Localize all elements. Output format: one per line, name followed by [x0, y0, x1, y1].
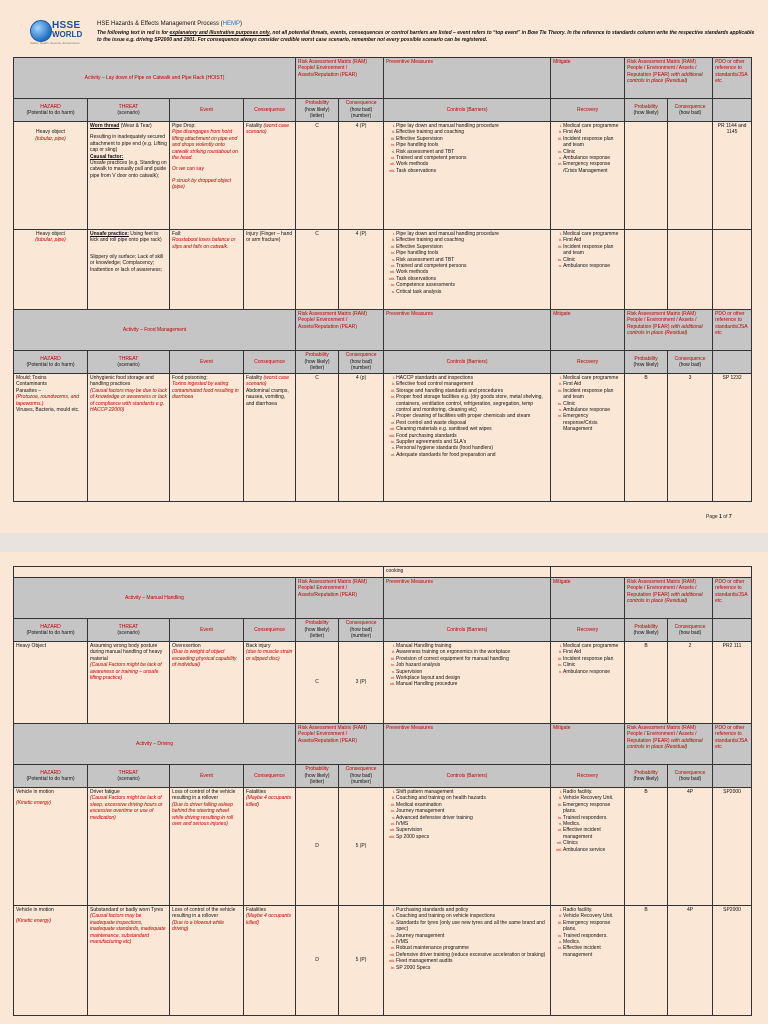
activity-title-food: Activity – Food Management: [14, 310, 296, 351]
pdo-header: PDO or other reference to standards/JSA etc: [713, 724, 752, 765]
col-hazard: HAZARD (Potential to do harm): [14, 99, 88, 122]
mitigate-header: Mitigate: [551, 724, 625, 765]
page-number: Page 1 of 7: [706, 514, 732, 520]
list-item: v. Ambulance response: [563, 669, 622, 675]
column-header-row: [14, 619, 752, 642]
recovery-cell: [551, 230, 625, 310]
col-consequence: Consequence: [244, 351, 296, 374]
list-item: ii. Awareness training on ergonomics in the workplace: [396, 649, 548, 655]
consequence-rating-cell: 4 (p): [339, 374, 384, 502]
list-item: v. Medics.: [563, 821, 622, 827]
table-row: [14, 642, 752, 724]
col-pdo: [713, 351, 752, 374]
list-item: iii. Incident response plan and team: [563, 136, 622, 149]
controls-cell: [384, 788, 551, 906]
list-item: iv. Proper food storage facilities e.g. (dry goods store, metal shelving, containers, ventilation control, refrigeration, segregation, temp control and monitoring, cleaning etc): [396, 394, 548, 413]
list-item: iii. Incident response plan: [563, 656, 622, 662]
col-recovery: Recovery: [551, 99, 625, 122]
list-item: ii. Vehicle Recovery Unit.: [563, 795, 622, 801]
risk-register-table-page1: [13, 57, 752, 502]
col-probability: Probability (how likely) (letter): [296, 619, 339, 642]
table-row: [14, 230, 752, 310]
recovery-cell: [551, 906, 625, 1016]
list-item: iv. Job hazard analysis: [396, 662, 548, 668]
mitigate-header: Mitigate: [551, 578, 625, 619]
hemp-link[interactable]: HEMP: [222, 21, 240, 27]
preventive-header: Preventive Measures: [384, 310, 551, 351]
preventive-header: Preventive Measures: [384, 58, 551, 99]
pdo-header: PDO or other reference to standards/JSA etc: [713, 578, 752, 619]
list-item: vi. Trained and competent persons: [396, 155, 548, 161]
list-item: v. Proper cleaning of facilities with proper chemicals and steam: [396, 413, 548, 419]
col-consequence-num: Consequence (how bad) (number): [339, 351, 384, 374]
list-item: iii. Provision of correct equipment for manual handling: [396, 656, 548, 662]
list-item: v. Ambulance response: [563, 263, 622, 269]
threat-cell: Worn thread (Wear & Tear) Resulting in inadequately secured attachment to pipe end (e.g. Lifting cap or sling) Causal factor: Unsafe practices (e.g. Standing on catwalk to manually pull and guide pipe from V door onto catwalk);: [88, 122, 170, 230]
col-consequence-num: Consequence (how bad) (number): [339, 619, 384, 642]
hazard-cell: Vehicle in motion (Kinetic energy): [14, 906, 88, 1016]
list-item: v. Supervision: [396, 669, 548, 675]
consequence-cell: Fatalities (Maybe 4 occupants killed): [244, 906, 296, 1016]
list-item: v. Risk assessment and TBT: [396, 149, 548, 155]
consequence-cell: Injury (Finger – hand or arm fracture): [244, 230, 296, 310]
col-hazard: HAZARD (Potential to do harm): [14, 619, 88, 642]
list-item: iv. Pipe handling tools: [396, 142, 548, 148]
list-item: ii. Effective food control management: [396, 381, 548, 387]
col-pdo: [713, 99, 752, 122]
document-page-2: [0, 552, 768, 1024]
col-res-probability: Probability (how likely): [625, 351, 668, 374]
col-consequence: Consequence: [244, 619, 296, 642]
col-controls: Controls (Barriers): [384, 619, 551, 642]
col-res-probability: Probability (how likely): [625, 765, 668, 788]
list-item: xi. Adequate standards for food preparation and: [396, 452, 548, 458]
pdo-cell: [713, 230, 752, 310]
mitigate-header: Mitigate: [551, 58, 625, 99]
res-consequence-cell: [668, 230, 713, 310]
logo-text-world: WORLD: [52, 30, 83, 39]
list-item: iii. Incident response plan and team: [563, 244, 622, 257]
list-item: ii. Effective training and coaching: [396, 129, 548, 135]
hsse-world-logo: [30, 20, 83, 45]
list-item: ii. Coaching and training on health hazards: [396, 795, 548, 801]
hazard-cell: Heavy object (tubular, pipe): [14, 230, 88, 310]
ram-header: Risk Assessment Matrix (RAM) People/ Environment / Assets/Reputation (PEAR): [296, 578, 384, 619]
list-item: iii. Effective Supervision: [396, 244, 548, 250]
list-item: iv. Pipe handling tools: [396, 250, 548, 256]
list-item: iv. Clinic: [563, 401, 622, 407]
list-item: vii. Defensive driver training (reduce excessive acceleration or braking): [396, 952, 548, 958]
list-item: ii. First Aid: [563, 237, 622, 243]
col-controls: Controls (Barriers): [384, 99, 551, 122]
list-item: vi. Emergency response /Crisis Management: [563, 161, 622, 174]
list-item: vii. Manual Handling procedure: [396, 681, 548, 687]
col-res-consequence: Consequence (how bad): [668, 619, 713, 642]
list-item: i. Pipe lay down and manual handling procedure: [396, 231, 548, 237]
controls-cell: [384, 642, 551, 724]
recovery-cell: [551, 788, 625, 906]
column-header-row: [14, 351, 752, 374]
list-item: iv. Clinic: [563, 257, 622, 263]
probability-cell: D: [296, 906, 339, 1016]
list-item: i. HACCP standards and inspections: [396, 375, 548, 381]
list-item: v. Ambulance response: [563, 155, 622, 161]
res-consequence-cell: 3: [668, 374, 713, 502]
list-item: ii. First Aid: [563, 129, 622, 135]
res-probability-cell: B: [625, 906, 668, 1016]
list-item: vii. Clinics: [563, 840, 622, 846]
table-row: [14, 374, 752, 502]
col-consequence-num: Consequence (how bad) (number): [339, 765, 384, 788]
event-cell: Fall: Roustabout loses balance or slips and falls on catwalk.: [170, 230, 244, 310]
res-probability-cell: [625, 230, 668, 310]
list-item: i. Medical care programme: [563, 231, 622, 237]
event-cell: Food poisoning: Toxins ingested by eating contaminated food resulting in diarrhoea: [170, 374, 244, 502]
list-item: vi. Workplace layout and design: [396, 675, 548, 681]
list-item: viii. Task observations: [396, 168, 548, 174]
col-recovery: Recovery: [551, 351, 625, 374]
controls-cell: [384, 122, 551, 230]
recovery-cell: [551, 374, 625, 502]
list-item: v. Advanced defensive driver training: [396, 815, 548, 821]
res-probability-cell: B: [625, 374, 668, 502]
list-item: i. Shift pattern management: [396, 789, 548, 795]
col-res-consequence: Consequence (how bad): [668, 765, 713, 788]
probability-cell: C: [296, 374, 339, 502]
list-item: i. Radio facility.: [563, 907, 622, 913]
col-controls: Controls (Barriers): [384, 765, 551, 788]
col-probability: Probability (how likely) (letter): [296, 99, 339, 122]
preventive-header: Preventive Measures: [384, 724, 551, 765]
list-item: iv. Journey management: [396, 933, 548, 939]
col-res-consequence: Consequence (how bad): [668, 99, 713, 122]
list-item: iii. Emergency response plans.: [563, 802, 622, 815]
list-item: viii. Ambulance service: [563, 847, 622, 853]
pdo-cell: SP2000: [713, 906, 752, 1016]
pdo-header: PDO or other reference to standards/JSA etc: [713, 58, 752, 99]
ram-residual-header: Risk Assessment Matrix (RAM) People / Environment / Assets / Reputation (PEAR) with additional controls in place (Residual): [625, 724, 713, 765]
consequence-cell: Fatality (worst case scenario) Abdominal cramps, nausea, vomiting, and diarrhoea: [244, 374, 296, 502]
consequence-cell: Back injury (due to muscle strain or slipped disc): [244, 642, 296, 724]
activity-title-manual-handling: Activity – Manual Handling: [14, 578, 296, 619]
list-item: i. Manual Handling training: [396, 643, 548, 649]
event-cell: Pipe Drop: Pipe disengages from hoist lifting attachment on pipe end and drops violently onto catwalk striking roustabout on the head. Or we can say P struck by dropped object (pipe): [170, 122, 244, 230]
list-item: v. Ambulance response: [563, 407, 622, 413]
col-pdo: [713, 765, 752, 788]
consequence-rating-cell: 4 (P): [339, 230, 384, 310]
hazard-cell: Vehicle in motion (Kinetic energy): [14, 788, 88, 906]
col-hazard: HAZARD (Potential to do harm): [14, 765, 88, 788]
list-item: iii. Emergency response plans.: [563, 920, 622, 933]
list-item: x. Personal hygiene standards (food handlers): [396, 445, 548, 451]
table-row: [14, 122, 752, 230]
ram-header: Risk Assessment Matrix (RAM) People/ Environment / Assets/Reputation (PEAR): [296, 58, 384, 99]
list-item: ii. Vehicle Recovery Unit.: [563, 913, 622, 919]
page-header: [0, 0, 768, 55]
list-item: iii. Effective Supervision: [396, 136, 548, 142]
list-item: vii. Supervision: [396, 827, 548, 833]
col-hazard: HAZARD (Potential to do harm): [14, 351, 88, 374]
controls-cell: [384, 374, 551, 502]
pdo-cell: SP2000: [713, 788, 752, 906]
list-item: i. Medical care programme: [563, 123, 622, 129]
list-item: vii. Work methods: [396, 269, 548, 275]
col-event: Event: [170, 99, 244, 122]
list-item: i. Medical care programme: [563, 643, 622, 649]
list-item: i. Radio facility.: [563, 789, 622, 795]
consequence-rating-cell: 4 (P): [339, 122, 384, 230]
activity-header-row: [14, 578, 752, 619]
list-item: iv. Clinic: [563, 662, 622, 668]
list-item: vi. Robust maintenance programme: [396, 945, 548, 951]
risk-register-table-page2: [13, 566, 752, 1016]
list-item: ii. First Aid: [563, 381, 622, 387]
list-item: iv. Clinic: [563, 149, 622, 155]
list-item: vii. Work methods: [396, 161, 548, 167]
res-probability-cell: B: [625, 642, 668, 724]
consequence-rating-cell: 5 (P): [339, 906, 384, 1016]
logo-text-hsse: HSSE: [52, 20, 81, 31]
list-item: i. Pipe lay down and manual handling procedure: [396, 123, 548, 129]
list-item: iv. Journey management: [396, 808, 548, 814]
probability-cell: C: [296, 230, 339, 310]
document-title: HSE Hazards & Effects Management Process (HEMP): [97, 21, 242, 27]
list-item: ix. Supplier agreements and SLA's: [396, 439, 548, 445]
list-item: iv. Trained responders.: [563, 815, 622, 821]
pdo-cell: SP 1232: [713, 374, 752, 502]
pdo-header: PDO or other reference to standards/JSA etc: [713, 310, 752, 351]
list-item: vi. Pest control and waste disposal: [396, 420, 548, 426]
list-item: ii. Coaching and training on vehicle inspections: [396, 913, 548, 919]
list-item: iv. Trained responders.: [563, 933, 622, 939]
res-consequence-cell: [668, 122, 713, 230]
preventive-header: Preventive Measures: [384, 578, 551, 619]
continuation-row: [14, 567, 752, 578]
explanatory-note: The following text in red is for explanatory and illustrative purposes only, not all potential threats, events, consequences or control barriers are listed – event refers to “top event” in Bow Tie Theory. In the reference to standards column write the respective standards applicable to the issue e.g. driving SP2000 and 2001. For consequence always consider credible worst case scenario, remember not every possible scenario can be registered.: [97, 30, 755, 43]
list-item: iii. Storage and handling standards and procedures: [396, 388, 548, 394]
list-item: v. IVMS: [396, 939, 548, 945]
probability-cell: C: [296, 122, 339, 230]
col-probability: Probability (how likely) (letter): [296, 765, 339, 788]
col-threat: THREAT (scenario): [88, 351, 170, 374]
recovery-cell: [551, 122, 625, 230]
ram-residual-header: Risk Assessment Matrix (RAM) People / Environment / Assets / Reputation (PEAR) with additional controls in place (Residual): [625, 58, 713, 99]
ram-header: Risk Assessment Matrix (RAM) People/ Environment / Assets/Reputation (PEAR): [296, 724, 384, 765]
list-item: iii. Incident response plan and team: [563, 388, 622, 401]
list-item: i. Purchasing standards and policy: [396, 907, 548, 913]
res-probability-cell: [625, 122, 668, 230]
threat-cell: Substandard or badly worn Tyres (Causal factors may be inadequate inspections, inadequate standards, inadequate maintenance, substandard manufacturing etc): [88, 906, 170, 1016]
consequence-rating-cell: 5 (P): [339, 788, 384, 906]
col-consequence: Consequence: [244, 99, 296, 122]
list-item: vi. Effective incident management: [563, 827, 622, 840]
list-item: iii. Medical examination: [396, 802, 548, 808]
pdo-cell: PR 1144 and 1145: [713, 122, 752, 230]
res-consequence-cell: 4P: [668, 788, 713, 906]
col-res-probability: Probability (how likely): [625, 619, 668, 642]
activity-header-row: [14, 58, 752, 99]
activity-title-hoist: Activity – Lay down of Pipe on Catwalk and Pipe Rack (HOIST): [14, 58, 296, 99]
col-recovery: Recovery: [551, 619, 625, 642]
col-threat: THREAT (scenario): [88, 765, 170, 788]
ram-header: Risk Assessment Matrix (RAM) People/ Environment / Assets/Reputation (PEAR): [296, 310, 384, 351]
globe-icon: [30, 20, 52, 42]
list-item: viii. Task observations: [396, 276, 548, 282]
consequence-cell: Fatalities (Maybe 4 occupants killed): [244, 788, 296, 906]
activity-header-row: [14, 310, 752, 351]
col-pdo: [713, 619, 752, 642]
event-cell: Overexertion (Due to weight of object exceeding physical capability of individual): [170, 642, 244, 724]
list-item: vi. Effective incident management: [563, 945, 622, 958]
list-item: ii. Effective training and coaching: [396, 237, 548, 243]
list-item: vii. Cleaning materials e.g. sanitised wet wipes: [396, 426, 548, 432]
event-cell: Loss of control of the vehicle resulting in a rollover (Due to driver falling asleep behind the steering wheel while driving resulting in roll over and serious injuries): [170, 788, 244, 906]
col-event: Event: [170, 351, 244, 374]
list-item: i. Medical care programme: [563, 375, 622, 381]
logo-tagline: Safety. Health. Security. Environment: [30, 41, 80, 45]
list-item: vi. Trained and competent persons: [396, 263, 548, 269]
list-item: x. Critical task analysis: [396, 289, 548, 295]
threat-cell: Unsafe practice: Using feet to kick and roll pipe onto pipe rack) Slippery oily surface; Lack of skill or knowledge; Complacency; Inattention or lack of awareness;: [88, 230, 170, 310]
recovery-cell: [551, 642, 625, 724]
mitigate-header: Mitigate: [551, 310, 625, 351]
column-header-row: [14, 765, 752, 788]
consequence-rating-cell: 3 (P): [339, 642, 384, 724]
cooking-cell: cooking: [384, 567, 551, 578]
hazard-cell: Heavy object (tubular, pipe): [14, 122, 88, 230]
probability-cell: D: [296, 788, 339, 906]
res-consequence-cell: 4P: [668, 906, 713, 1016]
col-event: Event: [170, 765, 244, 788]
consequence-cell: Fatality (worst case scenario): [244, 122, 296, 230]
list-item: ix. SP 2000 Specs: [396, 965, 548, 971]
col-res-probability: Probability (how likely): [625, 99, 668, 122]
ram-residual-header: Risk Assessment Matrix (RAM) People / Environment / Assets / Reputation (PEAR) with additional controls in place (Residual): [625, 310, 713, 351]
col-threat: THREAT (scenario): [88, 99, 170, 122]
res-probability-cell: B: [625, 788, 668, 906]
res-consequence-cell: 2: [668, 642, 713, 724]
list-item: vi. Emergency response/Crisis Management: [563, 413, 622, 432]
controls-cell: [384, 230, 551, 310]
pdo-cell: PR2 111: [713, 642, 752, 724]
col-probability: Probability (how likely) (letter): [296, 351, 339, 374]
list-item: iii. Standards for tyres (only use new tyres and all the same brand and spec): [396, 920, 548, 933]
threat-cell: Driver fatigue (Causal Factors might be lack of sleep, excessive driving hours or excessive overtime or use of medication): [88, 788, 170, 906]
table-row: [14, 788, 752, 906]
list-item: ix. Competence assessments: [396, 282, 548, 288]
list-item: viii. Fleet management audits: [396, 958, 548, 964]
list-item: ii. First Aid: [563, 649, 622, 655]
list-item: vi. IVMS: [396, 821, 548, 827]
hazard-cell: Mould; Toxins Contaminants Parasites – (Protozoa, roundworms, and tapeworms.) Viruses, Bacteria, mould etc.: [14, 374, 88, 502]
ram-residual-header: Risk Assessment Matrix (RAM) People / Environment / Assets / Reputation (PEAR) with additional controls in place (Residual): [625, 578, 713, 619]
activity-title-driving: Activity – Driving: [14, 724, 296, 765]
col-controls: Controls (Barriers): [384, 351, 551, 374]
list-item: viii. Food purchasing standards: [396, 433, 548, 439]
threat-cell: Unhygienic food storage and handling practices (Causal factors may be due to lack of knowledge or awareness or lack of compliance with standards e.g. HACCP 22000): [88, 374, 170, 502]
col-recovery: Recovery: [551, 765, 625, 788]
activity-header-row: [14, 724, 752, 765]
list-item: v. Risk assessment and TBT: [396, 257, 548, 263]
table-row: [14, 906, 752, 1016]
col-threat: THREAT (scenario): [88, 619, 170, 642]
hazard-cell: Heavy Object: [14, 642, 88, 724]
col-consequence: Consequence: [244, 765, 296, 788]
controls-cell: [384, 906, 551, 1016]
event-cell: Loss of control of the vehicle resulting in a rollover (Due to a blowout while driving): [170, 906, 244, 1016]
col-res-consequence: Consequence (how bad): [668, 351, 713, 374]
col-event: Event: [170, 619, 244, 642]
column-header-row: [14, 99, 752, 122]
col-consequence-num: Consequence (how bad) (number): [339, 99, 384, 122]
list-item: v. Medics.: [563, 939, 622, 945]
list-item: viii. Sp 2000 specs: [396, 834, 548, 840]
probability-cell: C: [296, 642, 339, 724]
threat-cell: Assuming wrong body posture during manual handling of heavy material (Causal Factors might be lack of awareness or training – unsafe lifting practice): [88, 642, 170, 724]
